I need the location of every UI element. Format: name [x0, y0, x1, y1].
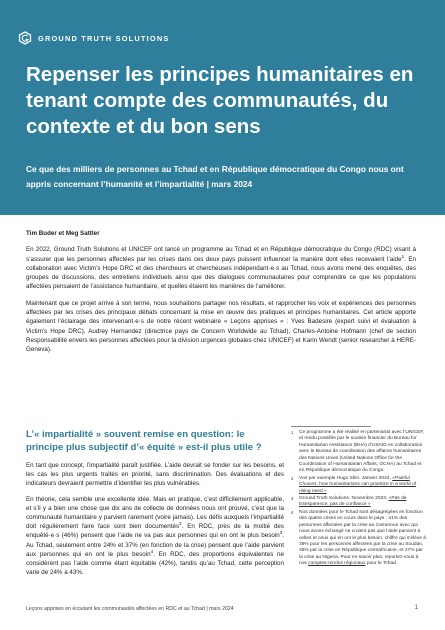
intro-paragraph-1: [26, 245, 416, 291]
page-subtitle: Ce que des milliers de personnes au Tchad et en République démocratique du Congo nous ont appris concernant l’humanité et l’impartialité | mars 2024: [26, 164, 404, 189]
footnote-1: [291, 430, 426, 475]
footnote-3: [291, 496, 426, 509]
footnote-2: [291, 476, 426, 495]
footnote-ref-1[interactable]: 1: [401, 253, 405, 259]
page-title: Repenser les principes humanitaires en tenant compte des communautés, du contexte et du bon sens: [26, 63, 414, 138]
hero-banner: [0, 0, 445, 215]
footnotes: [291, 430, 426, 569]
footnote-number: 2: [291, 475, 294, 481]
section-p2-text-b: . En RDC, près de la moitié des enquêté·e·s (46%) pensent que l’aide ne va pas aux personnes qui en ont le plus besoin: [26, 523, 284, 540]
intro-p1-text-b: . En collaboration avec Victim’s Hope DRC et des chercheurs et chercheuses indépendant·e·s au Tchad, nous avons mené des enquêtes, des groupes de discussions, des entretiens individuels ainsi que des dialogues communautaires pour comprendre ce que les populations affectées pensaient de l’assistance humanitaire, et quelles étaient les manières de l’améliorer.: [26, 255, 416, 291]
section-p2-text-a: En théorie, cela semble une excellente idée. Mais en pratique, c’est difficilement applicable, et s’il y a bien une chose que dix ans de collecte de données nous ont prouvé, c’est que la communauté humanitaire y parvient rarement (voire jamais). Les défis auxquels l’impartialité doit régulièrement faire face sont bien documentés: [26, 495, 284, 531]
section-paragraph-1: En tant que concept, l’impartialité paraît justifiée. L’aide devrait se fonder sur les besoins, et les cas les plus urgents traités en priorité, sans discrimination. Des évaluations et des indicateurs devraient permettre d’identifier les plus vulnérables.: [26, 462, 284, 488]
section-heading: L’« impartialité » souvent remise en question: le principe plus subjectif d’« équité » est-il plus utile ?: [26, 429, 262, 453]
authors: Tim Buder et Meg Sattler: [26, 230, 100, 237]
page-number: 1: [414, 605, 418, 611]
section-paragraph-2: [26, 495, 284, 578]
footnote-text: Nos données pour le Tchad sont désagrégées en fonction des quatre crises en cours dans le pays : 41% des personnes affectées par la crise au Cameroun avec qui nous avons échangé ne croient pas que l’aide parvient à celles et ceux qui en ont le plus besoin, chiffre qui s’élève à 39% pour les personnes affectées par la crise au Soudan, 35% par la crise en République centrafricaine, et 27% par la crise au Nigeria. Pour en savoir plus, reportez-vous à nos: [299, 509, 427, 567]
footnote-text: Ce programme a été réalisé en partenariat avec l’UNICEF, et rendu possible par le soutien financier du Bureau for Humanitarian Assistance (BHA) d’USAID en collaboration avec le Bureau de coordination des affaires humanitaires des Nations Unies (United Nations Office for the Coordination of Humanitarian Affairs, OCHA) au Tchad et en République démocratique du Congo.: [299, 430, 425, 474]
footnotes-divider: [291, 426, 371, 427]
intro-p1-text-a: En 2022, Ground Truth Solutions et UNICEF ont lancé un programme au Tchad et en République démocratique du Congo (RDC) visant à s’assurer que les personnes affectées par les crises dans ces deux pays puissent influencer la manière dont elles recevaient l’aide: [26, 246, 416, 263]
logo[interactable]: [18, 31, 170, 45]
footnote-ref-3[interactable]: 3: [279, 530, 283, 536]
logo-text: GROUND TRUTH SOLUTIONS: [38, 33, 170, 43]
footnote-number: 3: [291, 496, 294, 502]
section-body: [26, 461, 284, 583]
footnote-link[interactable]: «Pas de transparence, pas de confiance »: [299, 496, 407, 508]
footnote-link[interactable]: «Painful Choices: how humanitarians can prioritize in a world of rising need »: [299, 475, 417, 494]
intro-paragraph-2: Maintenant que ce projet arrive à son terme, nous souhaitions partager nos résultats, et rapprocher les voix et expériences des personnes affectées par les crises des principaux débats concernant la mise en œuvre des pratiques et principes humanitaires. Cet article apporte également l’éclairage des intervenant·e·s de notre récent webinaire « Leçons apprises » : Yves Badesire (expert suivi et évaluation à Victim’s Hope DRC), Audrey Hernandez (directrice pays de Concern Worldwide au Tchad), Charles-Antoine Hofmann (chef de section Responsabilité envers les personnes affectées pour la division urgences globales chez UNICEF) et Karin Wendt (senior researcher à HERE-Geneva).: [26, 299, 416, 354]
section-p2-text-d: . En RDC, des proportions équivalentes ne considèrent pas l’aide comme étant équitable (42%), tandis qu’au Tchad, cette perception varie de 24% à 43%.: [26, 550, 284, 577]
footnote-ref-4[interactable]: 4: [150, 548, 154, 554]
footnote-text: Ground Truth Solutions. Novembre 2023.: [299, 496, 388, 502]
logo-mark-icon: [18, 31, 32, 45]
footnote-text-end: pour le Tchad.: [365, 561, 398, 567]
footnote-number: 4: [291, 509, 294, 515]
footnote-ref-2[interactable]: 2: [179, 521, 182, 527]
page-footer: Leçons apprises en écoutant les communautés affectées en RDC et au Tchad | mars 2024: [26, 606, 234, 612]
footnote-text: Voir par exemple Hugo Slim. Janvier 2024.: [299, 475, 391, 481]
footnote-link[interactable]: comptes-rendus régionaux: [308, 561, 366, 567]
footnote-number: 1: [291, 430, 294, 435]
intro-section: [26, 229, 416, 362]
footnote-4: [291, 510, 426, 568]
section-p2-text-c: . Au Tchad, seulement entre 24% et 37% (en fonction de la crise) pensent que l’aide parvient aux personnes qui en ont le plus besoin: [26, 532, 284, 558]
